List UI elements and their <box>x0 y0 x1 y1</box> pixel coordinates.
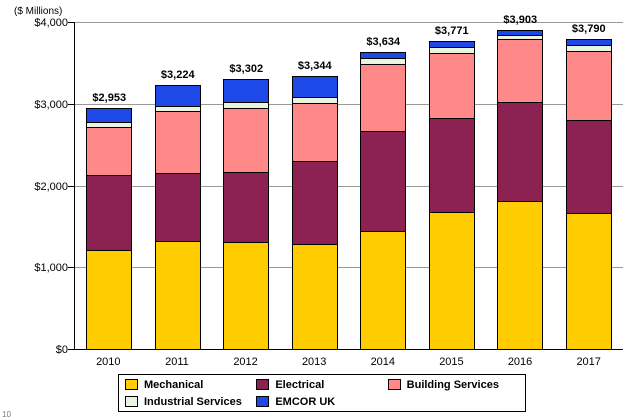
bar-column[interactable] <box>429 22 475 349</box>
bar-segment <box>155 85 201 105</box>
bar-segment <box>360 64 406 131</box>
bar-total-label: $3,224 <box>160 69 195 82</box>
legend-swatch-icon <box>388 379 401 390</box>
y-axis-tick-label: $3,000 <box>34 98 68 111</box>
x-axis-tick-label: 2013 <box>301 356 327 368</box>
x-axis-tick-labels <box>74 352 623 372</box>
x-axis-tick-label: 2016 <box>507 356 533 368</box>
chart-legend <box>118 374 526 412</box>
legend-swatch-icon <box>125 379 138 390</box>
legend-item-label: Mechanical <box>144 378 204 391</box>
bar-segment <box>497 102 543 201</box>
bar-column[interactable] <box>292 22 338 349</box>
y-axis-tick-label: $2,000 <box>34 180 68 193</box>
bar-total-label: $3,634 <box>366 35 401 48</box>
legend-item[interactable] <box>125 379 256 391</box>
bar-segment <box>292 103 338 160</box>
bar-column[interactable] <box>497 13 543 349</box>
y-axis-units-label: ($ Millions) <box>14 6 63 17</box>
bar-segment <box>155 111 201 173</box>
y-axis-tick-label: $0 <box>55 344 68 356</box>
bar-segment <box>360 131 406 231</box>
bar-segment <box>292 161 338 244</box>
legend-item-label: Building Services <box>406 378 499 391</box>
bar-segment <box>429 118 475 213</box>
bar-segment <box>223 242 269 350</box>
bar-segment <box>86 127 132 176</box>
legend-swatch-icon <box>256 379 269 390</box>
legend-item[interactable] <box>256 379 387 391</box>
x-axis-tick-label: 2015 <box>439 356 464 368</box>
bar-segment <box>497 39 543 102</box>
y-axis-tick-label: $1,000 <box>34 262 68 275</box>
bar-segment <box>86 175 132 249</box>
page-number: 10 <box>2 410 11 419</box>
legend-swatch-icon <box>125 396 138 407</box>
legend-item-label: Electrical <box>275 378 325 391</box>
bar-segment <box>429 212 475 349</box>
bar-segment <box>86 108 132 123</box>
bar-segment <box>155 241 201 349</box>
x-axis-tick-label: 2010 <box>96 356 121 368</box>
legend-item-label: EMCOR UK <box>275 395 336 408</box>
bar-segment <box>566 213 612 349</box>
bar-segment <box>566 51 612 120</box>
y-axis-tick-label: $4,000 <box>34 17 68 29</box>
bar-segment <box>223 172 269 242</box>
x-axis-tick-label: 2017 <box>576 356 601 368</box>
x-axis-tick-label: 2012 <box>233 356 258 368</box>
bar-segment <box>360 231 406 349</box>
bar-column[interactable] <box>86 22 132 349</box>
bar-segment <box>292 76 338 97</box>
legend-item-label: Industrial Services <box>144 395 242 408</box>
bar-total-label: $3,790 <box>571 23 606 36</box>
bar-total-label: $3,302 <box>229 63 264 76</box>
bar-series-group <box>75 13 623 349</box>
bar-segment <box>497 201 543 349</box>
bar-total-label: $2,953 <box>92 91 127 104</box>
x-axis-tick-label: 2014 <box>370 356 396 368</box>
plot-area <box>74 13 623 350</box>
legend-swatch-icon <box>256 396 269 407</box>
bar-total-label: $3,771 <box>434 24 469 37</box>
bar-column[interactable] <box>360 22 406 349</box>
legend-item[interactable] <box>388 379 519 391</box>
bar-total-label: $3,344 <box>297 59 332 72</box>
bar-segment <box>566 120 612 213</box>
bar-column[interactable] <box>566 22 612 349</box>
bar-column[interactable] <box>155 22 201 349</box>
bar-segment <box>223 108 269 171</box>
bar-segment <box>292 244 338 349</box>
legend-item[interactable] <box>256 396 387 408</box>
bar-column[interactable] <box>223 22 269 349</box>
bar-total-label: $3,903 <box>503 13 538 26</box>
x-axis-tick-label: 2011 <box>165 356 189 368</box>
bar-segment <box>155 173 201 241</box>
bar-segment <box>86 250 132 349</box>
legend-item[interactable] <box>125 396 256 408</box>
bar-segment <box>429 53 475 118</box>
bar-segment <box>223 79 269 102</box>
